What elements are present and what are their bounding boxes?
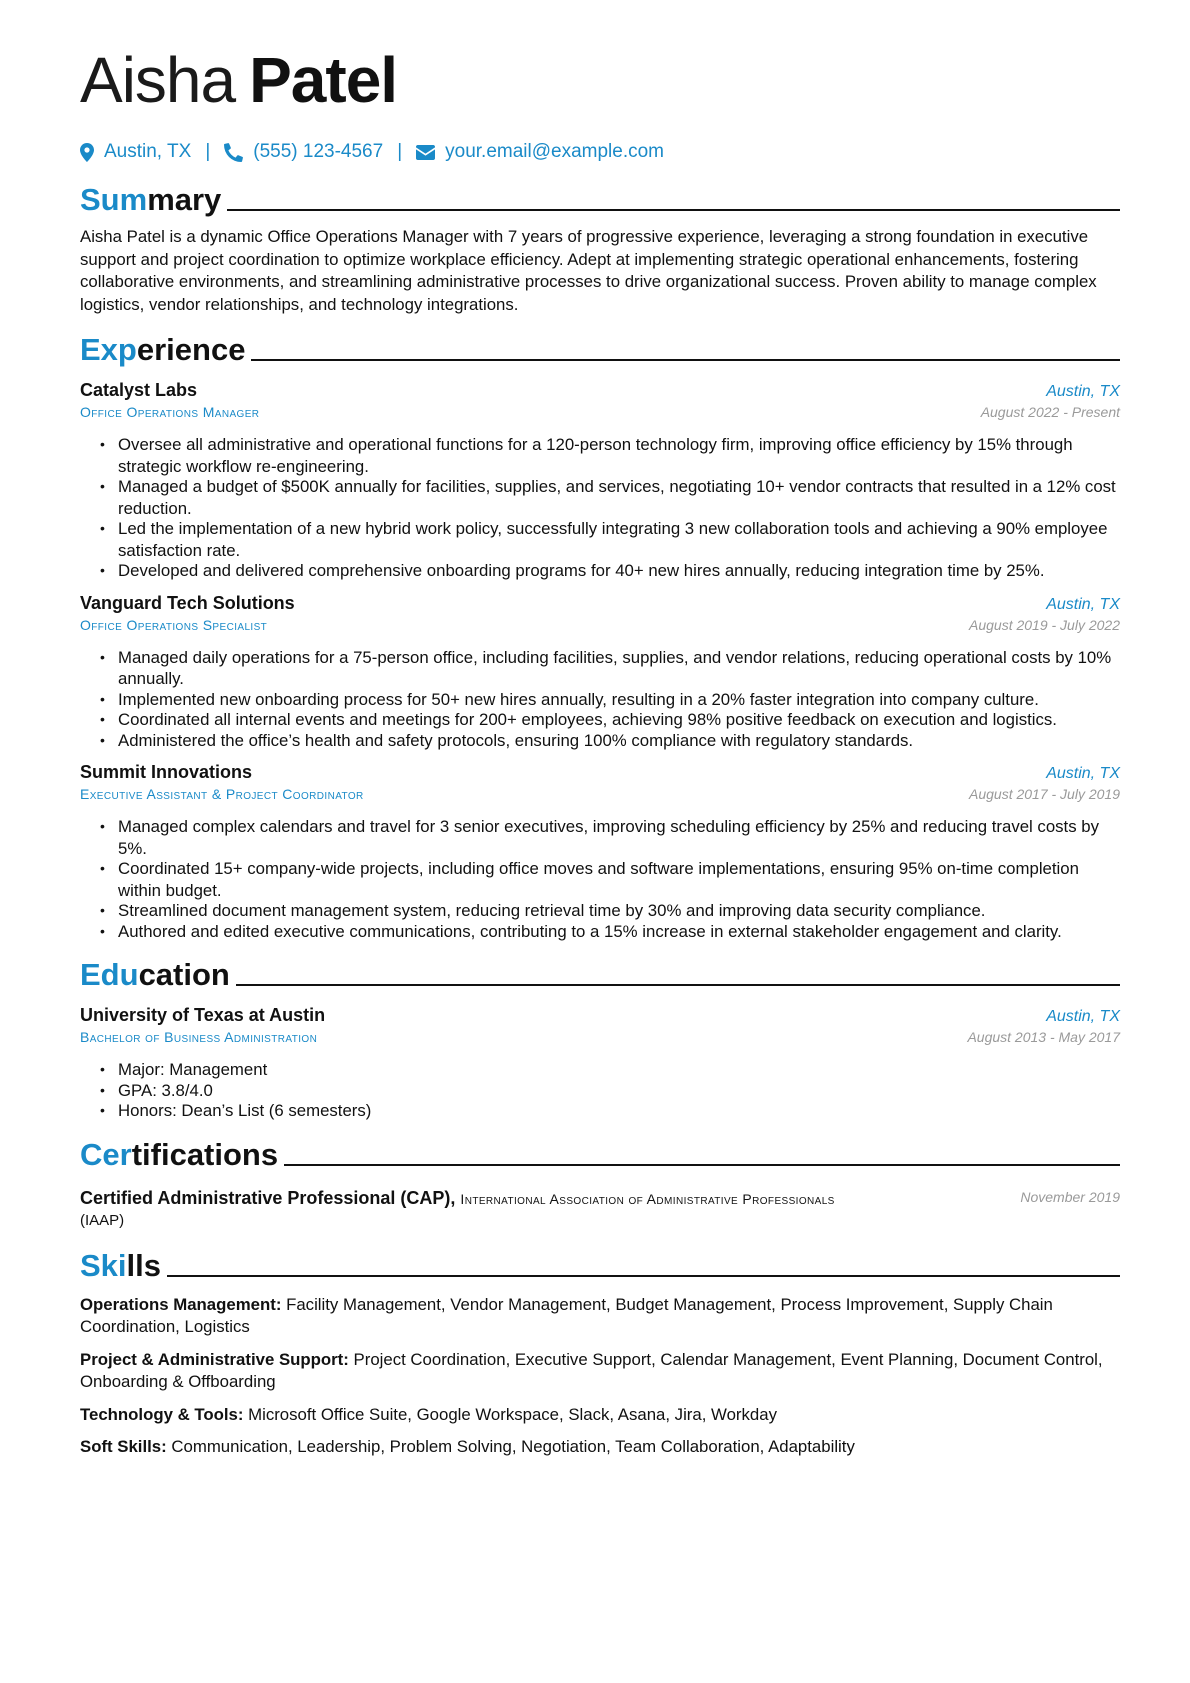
section-rule xyxy=(167,1275,1120,1277)
job-title: Executive Assistant & Project Coordinator xyxy=(80,786,364,802)
skill-group xyxy=(80,1404,1120,1427)
location-text: Austin, TX xyxy=(104,141,192,162)
job-title: Office Operations Specialist xyxy=(80,616,268,633)
experience-entry xyxy=(80,762,1120,942)
list-item: • Managed daily operations for a 75-person office, including facilities, supplies, and vendor relations, reducing operational costs by 10% annually. xyxy=(118,647,1120,690)
bullet-list xyxy=(80,816,1120,942)
list-item: • Administered the office’s health and safety protocols, ensuring 100% compliance with regulatory standards. xyxy=(118,730,1120,752)
skill-category: Technology & Tools: xyxy=(80,1404,244,1424)
skill-list: Microsoft Office Suite, Google Workspace, Slack, Asana, Jira, Workday xyxy=(248,1404,777,1424)
entry-location: Austin, TX xyxy=(1046,1008,1120,1025)
list-item: • Managed complex calendars and travel for 3 senior executives, improving scheduling efficiency by 25% and reducing travel costs by 5%. xyxy=(118,816,1120,859)
certification-date: November 2019 xyxy=(1020,1188,1120,1205)
skill-list: Communication, Leadership, Problem Solving, Negotiation, Team Collaboration, Adaptability xyxy=(171,1437,855,1456)
entry-dates: August 2017 - July 2019 xyxy=(969,786,1120,802)
education-entry xyxy=(80,1005,1120,1122)
experience-heading xyxy=(80,326,1120,368)
list-item: • GPA: 3.8/4.0 xyxy=(118,1080,1120,1102)
employer-name: Summit Innovations xyxy=(80,762,253,782)
entry-dates: August 2022 - Present xyxy=(980,404,1120,420)
section-title: Experience xyxy=(80,332,246,367)
bullet-list xyxy=(80,434,1120,582)
section-rule xyxy=(251,359,1120,361)
section-title: Skills xyxy=(80,1247,161,1283)
entry-location: Austin, TX xyxy=(1046,595,1120,613)
skill-group xyxy=(80,1436,1120,1459)
contact-separator: | xyxy=(397,141,403,162)
list-item: • Authored and edited executive communications, contributing to a 15% increase in external stakeholder engagement and clarity. xyxy=(118,921,1120,943)
certification-issuer-abbr: (IAAP) xyxy=(80,1211,125,1229)
envelope-icon xyxy=(416,145,435,160)
list-item: • Honors: Dean’s List (6 semesters) xyxy=(118,1100,1120,1122)
certification-entry xyxy=(80,1187,1120,1232)
map-pin-icon xyxy=(80,143,94,162)
list-item: • Coordinated all internal events and meetings for 200+ employees, achieving 98% positive feedback on execution and logistics. xyxy=(118,709,1120,731)
phone-icon xyxy=(224,143,243,162)
contact-line xyxy=(80,138,1120,166)
certification-text: Certified Administrative Professional (CAP), International Association of Administrative Professionals (IAAP) xyxy=(80,1187,835,1232)
skill-list: Facility Management, Vendor Management, Budget Management, Process Improvement, Supply Chain Coordination, Logistics xyxy=(80,1294,1053,1336)
certification-name: Certified Administrative Professional (CAP) xyxy=(80,1187,451,1208)
section-title: Certifications xyxy=(80,1136,279,1172)
bullet-list xyxy=(80,647,1120,752)
section-rule xyxy=(227,209,1120,211)
list-item: • Major: Management xyxy=(118,1059,1120,1081)
skill-category: Operations Management: xyxy=(80,1294,282,1314)
email-text: your.email@example.com xyxy=(445,141,664,162)
first-name: Aisha xyxy=(80,44,236,116)
contact-phone[interactable] xyxy=(224,141,383,163)
certifications-heading xyxy=(80,1131,1120,1173)
summary-heading xyxy=(80,176,1120,218)
entry-dates: August 2019 - July 2022 xyxy=(969,616,1120,633)
skill-group xyxy=(80,1294,1120,1339)
contact-email[interactable] xyxy=(416,141,664,163)
employer-name: Catalyst Labs xyxy=(80,380,198,400)
degree-name: Bachelor of Business Administration xyxy=(80,1029,318,1045)
section-rule xyxy=(284,1164,1120,1166)
entry-location: Austin, TX xyxy=(1046,383,1120,400)
contact-separator: | xyxy=(205,141,211,162)
skills-heading xyxy=(80,1242,1120,1284)
section-title: Education xyxy=(80,957,230,992)
section-title: Summary xyxy=(80,182,222,217)
entry-dates: August 2013 - May 2017 xyxy=(967,1029,1120,1045)
experience-entry xyxy=(80,380,1120,582)
contact-location xyxy=(80,141,191,163)
skill-category: Soft Skills: xyxy=(80,1437,167,1456)
school-name: University of Texas at Austin xyxy=(80,1005,326,1025)
list-item: • Led the implementation of a new hybrid work policy, successfully integrating 3 new collaboration tools and achieving a 90% employee satisfaction rate. xyxy=(118,518,1120,561)
resume-content xyxy=(80,40,1120,1459)
list-item: • Managed a budget of $500K annually for facilities, supplies, and services, negotiating 10+ vendor contracts that resulted in a 12% cost reduction. xyxy=(118,476,1120,519)
list-item: • Streamlined document management system, reducing retrieval time by 30% and improving data security compliance. xyxy=(118,900,1120,922)
skill-group xyxy=(80,1349,1120,1394)
education-heading xyxy=(80,951,1120,993)
candidate-name xyxy=(80,40,1120,120)
job-title: Office Operations Manager xyxy=(80,404,260,420)
skill-category: Project & Administrative Support: xyxy=(80,1349,349,1369)
entry-location: Austin, TX xyxy=(1046,765,1120,782)
section-rule xyxy=(236,984,1120,986)
certification-issuer: International Association of Administrative Professionals xyxy=(460,1190,835,1207)
employer-name: Vanguard Tech Solutions xyxy=(80,592,295,613)
experience-entry xyxy=(80,593,1120,752)
list-item: • Oversee all administrative and operational functions for a 120-person technology firm, improving office efficiency by 15% through strategic workflow re-engineering. xyxy=(118,434,1120,477)
list-item: • Implemented new onboarding process for 50+ new hires annually, resulting in a 20% faster integration into company culture. xyxy=(118,689,1120,711)
bullet-list xyxy=(80,1059,1120,1122)
last-name: Patel xyxy=(249,44,398,116)
list-item: • Coordinated 15+ company-wide projects, including office moves and software implementations, ensuring 95% on-time completion within budget. xyxy=(118,858,1120,901)
phone-text: (555) 123-4567 xyxy=(253,141,384,162)
summary-text: Aisha Patel is a dynamic Office Operations Manager with 7 years of progressive experience, leveraging a strong foundation in executive support and project coordination to optimize workplace efficiency. Adept at implementing strategic operational enhancements, fostering collaborative environments, and streamlining administrative processes to drive organizational success. Proven ability to manage complex logistics, vendor relationships, and technology integrations. xyxy=(80,227,1097,314)
list-item: • Developed and delivered comprehensive onboarding programs for 40+ new hires annually, reducing integration time by 25%. xyxy=(118,560,1120,582)
skill-list: Project Coordination, Executive Support, Calendar Management, Event Planning, Document Control, Onboarding & Offboarding xyxy=(80,1349,1103,1391)
